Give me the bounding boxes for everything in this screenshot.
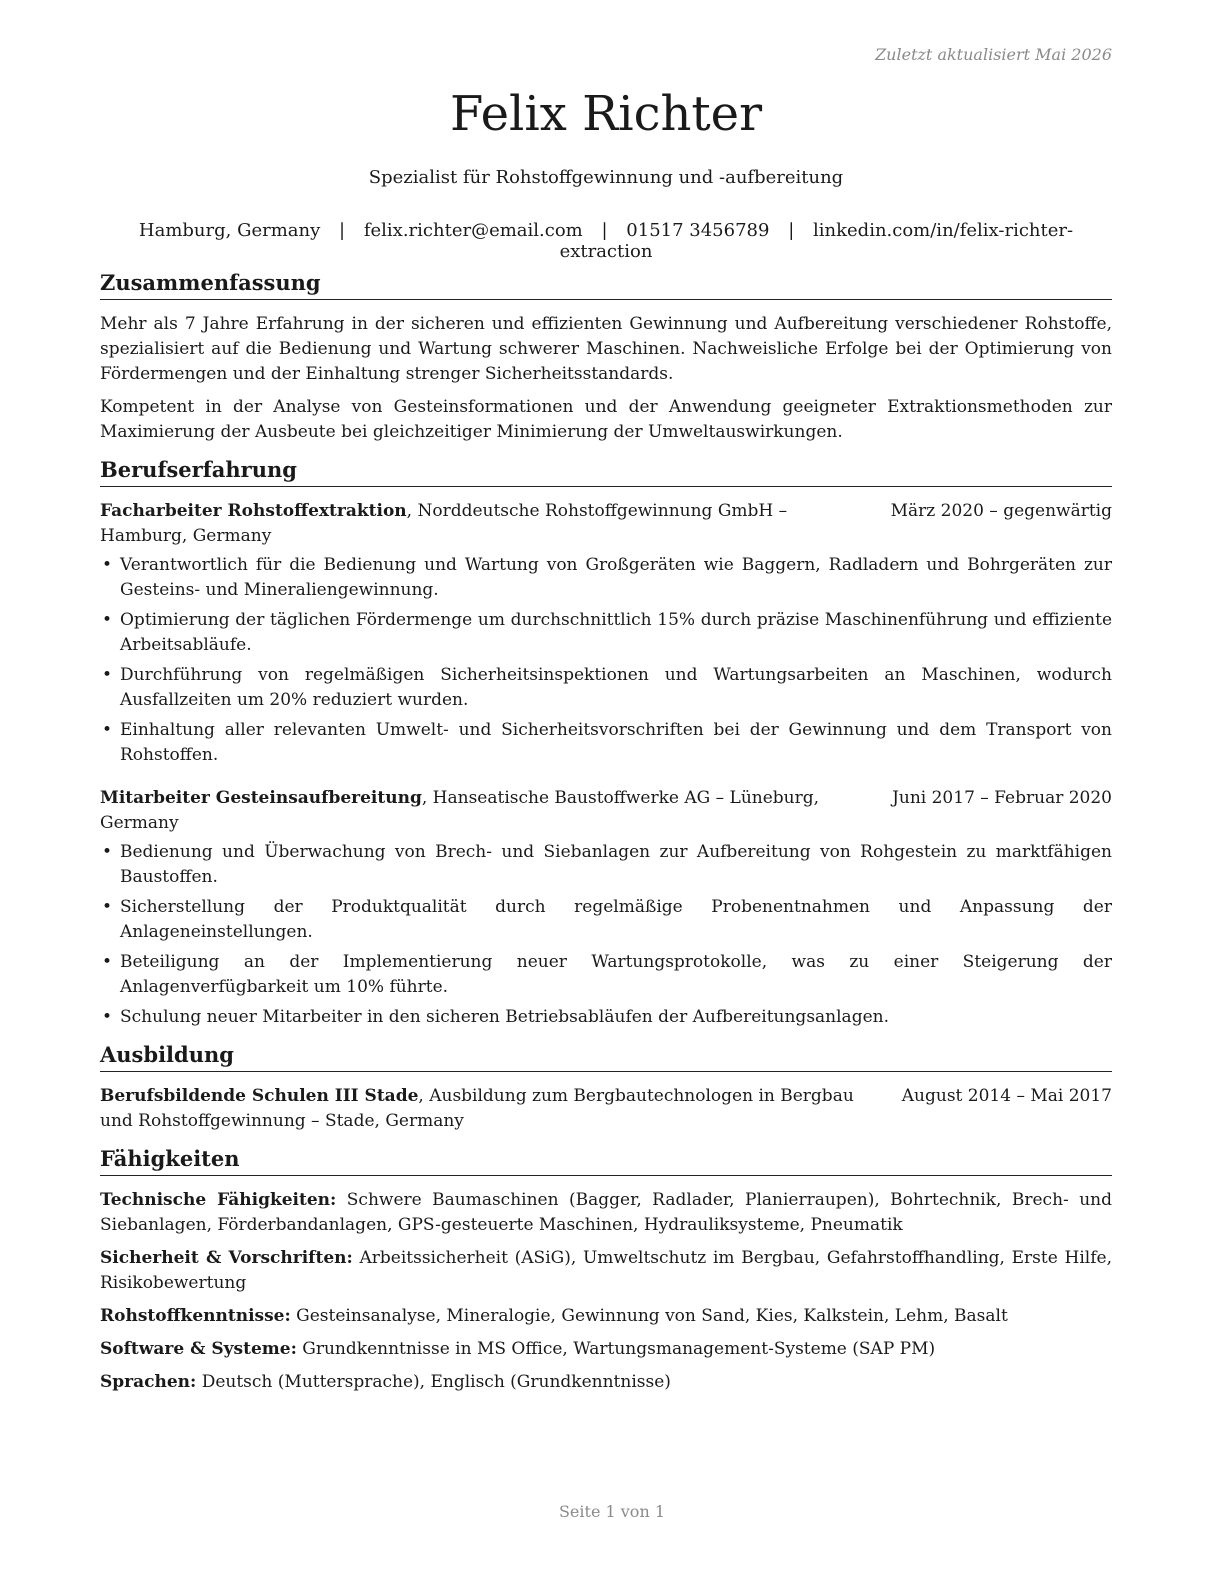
skills-section: [100, 1144, 1112, 1395]
education-dates: August 2014 – Mai 2017: [901, 1086, 1112, 1106]
contact-line: [100, 220, 1112, 262]
candidate-title: Spezialist für Rohstoffgewinnung und -aufbereitung: [368, 167, 844, 188]
bullet-icon: •: [102, 720, 113, 740]
bullet-text: Optimierung der täglichen Fördermenge um durchschnittlich 15% durch präzise Maschinenführung und effiziente Arbeitsabläufe.: [120, 610, 1112, 655]
contact-phone[interactable]: 01517 3456789: [626, 220, 770, 241]
contact-location: Hamburg, Germany: [138, 220, 321, 241]
bullet-icon: •: [102, 665, 113, 685]
job-dates: März 2020 – gegenwärtig: [890, 501, 1112, 521]
candidate-name: Felix Richter: [449, 86, 763, 142]
summary-paragraph: Mehr als 7 Jahre Erfahrung in der sicheren und effizienten Gewinnung und Aufbereitung verschiedener Rohstoffe, spezialisiert auf die Bedienung und Wartung schwerer Maschinen. Nachweisliche Erfolge bei der Optimierung von Fördermengen und der Einhaltung strenger Sicherheitsstandards.: [100, 314, 1112, 384]
job-dates: Juni 2017 – Februar 2020: [892, 788, 1112, 808]
resume-page: [100, 0, 1112, 1584]
resume-content: [100, 268, 1112, 1405]
bullet-icon: •: [102, 610, 113, 630]
skill-label: Sicherheit & Vorschriften:: [100, 1248, 353, 1268]
skill-line: [100, 1304, 1112, 1329]
skill-line: [100, 1188, 1112, 1238]
list-item: [102, 663, 1112, 713]
job-employer: , Hanseatische Baustoffwerke AG – Lüneburg, Germany: [100, 788, 820, 833]
bullet-icon: •: [102, 842, 113, 862]
bullet-text: Bedienung und Überwachung von Brech- und Siebanlagen zur Aufbereitung von Rohgestein zu marktfähigen Baustoffen.: [120, 842, 1112, 887]
bullet-text: Schulung neuer Mitarbeiter in den sicheren Betriebsabläufen der Aufbereitungsanlagen.: [120, 1007, 889, 1027]
last-updated-note: Zuletzt aktualisiert Mai 2026: [875, 45, 1112, 64]
list-item: [102, 950, 1112, 1000]
skill-text: Arbeitssicherheit (ASiG), Umweltschutz im Bergbau, Gefahrstoffhandling, Erste Hilfe, Risikobewertung: [100, 1248, 1112, 1293]
page-footer: Seite 1 von 1: [558, 1502, 666, 1521]
bullet-icon: •: [102, 555, 113, 575]
skill-label: Software & Systeme:: [100, 1339, 297, 1359]
education-school: Berufsbildende Schulen III Stade: [100, 1086, 419, 1106]
summary-section: [100, 268, 1112, 445]
job-title-line: [100, 499, 879, 549]
contact-linkedin[interactable]: linkedin.com/in/felix-richter-extraction: [559, 220, 1074, 262]
bullet-text: Durchführung von regelmäßigen Sicherheitsinspektionen und Wartungsarbeiten an Maschinen, wodurch Ausfallzeiten um 20% reduziert wurden.: [120, 665, 1112, 710]
list-item: [102, 718, 1112, 768]
list-item: [102, 608, 1112, 658]
list-item: [102, 840, 1112, 890]
bullet-text: Sicherstellung der Produktqualität durch regelmäßige Probenentnahmen und Anpassung der Anlageneinstellungen.: [120, 897, 1112, 942]
section-heading-summary: Zusammenfassung: [100, 268, 1112, 300]
education-title-line: [100, 1084, 890, 1134]
job-employer: , Norddeutsche Rohstoffgewinnung GmbH – Hamburg, Germany: [100, 501, 788, 546]
skill-text: Deutsch (Muttersprache), Englisch (Grundkenntnisse): [196, 1372, 671, 1392]
section-heading-experience: Berufserfahrung: [100, 455, 1112, 487]
section-heading-skills: Fähigkeiten: [100, 1144, 1112, 1176]
bullet-text: Verantwortlich für die Bedienung und Wartung von Großgeräten wie Baggern, Radladern und Bohrgeräten zur Gesteins- und Mineraliengewinnung.: [120, 555, 1112, 600]
skill-line: [100, 1337, 1112, 1362]
job-bullets: [100, 840, 1112, 1030]
job-entry: [100, 499, 1112, 768]
job-entry: [100, 786, 1112, 1030]
skill-label: Sprachen:: [100, 1372, 197, 1392]
skill-line: [100, 1370, 1112, 1395]
job-header: [100, 786, 1112, 836]
bullet-text: Einhaltung aller relevanten Umwelt- und Sicherheitsvorschriften bei der Gewinnung und dem Transport von Rohstoffen.: [120, 720, 1112, 765]
bullet-icon: •: [102, 1007, 113, 1027]
job-header: [100, 499, 1112, 549]
contact-separator: |: [788, 220, 795, 241]
summary-paragraph: Kompetent in der Analyse von Gesteinsformationen und der Anwendung geeigneter Extraktionsmethoden zur Maximierung der Ausbeute bei gleichzeitiger Minimierung der Umweltauswirkungen.: [100, 397, 1112, 442]
education-section: [100, 1040, 1112, 1134]
skill-label: Rohstoffkenntnisse:: [100, 1306, 291, 1326]
skill-text: Schwere Baumaschinen (Bagger, Radlader, Planierraupen), Bohrtechnik, Brech- und Siebanlagen, Förderbandanlagen, GPS-gesteuerte Maschinen, Hydrauliksysteme, Pneumatik: [100, 1190, 1112, 1235]
job-bullets: [100, 553, 1112, 768]
skill-text: Grundkenntnisse in MS Office, Wartungsmanagement-Systeme (SAP PM): [296, 1339, 936, 1359]
job-role: Facharbeiter Rohstoffextraktion: [100, 501, 407, 521]
skill-label: Technische Fähigkeiten:: [100, 1190, 337, 1210]
job-role: Mitarbeiter Gesteinsaufbereitung: [100, 788, 422, 808]
skill-line: [100, 1246, 1112, 1296]
contact-email[interactable]: felix.richter@email.com: [363, 220, 583, 241]
contact-separator: |: [339, 220, 346, 241]
section-heading-education: Ausbildung: [100, 1040, 1112, 1072]
skill-text: Gesteinsanalyse, Mineralogie, Gewinnung von Sand, Kies, Kalkstein, Lehm, Basalt: [290, 1306, 1008, 1326]
bullet-text: Beteiligung an der Implementierung neuer Wartungsprotokolle, was zu einer Steigerung der Anlagenverfügbarkeit um 10% führte.: [120, 952, 1112, 997]
experience-section: [100, 455, 1112, 1030]
list-item: [102, 1005, 1112, 1030]
job-title-line: [100, 786, 880, 836]
list-item: [102, 895, 1112, 945]
contact-separator: |: [601, 220, 608, 241]
education-details: , Ausbildung zum Bergbautechnologen in Bergbau und Rohstoffgewinnung – Stade, Germany: [100, 1086, 854, 1131]
bullet-icon: •: [102, 952, 113, 972]
education-entry: [100, 1084, 1112, 1134]
bullet-icon: •: [102, 897, 113, 917]
list-item: [102, 553, 1112, 603]
